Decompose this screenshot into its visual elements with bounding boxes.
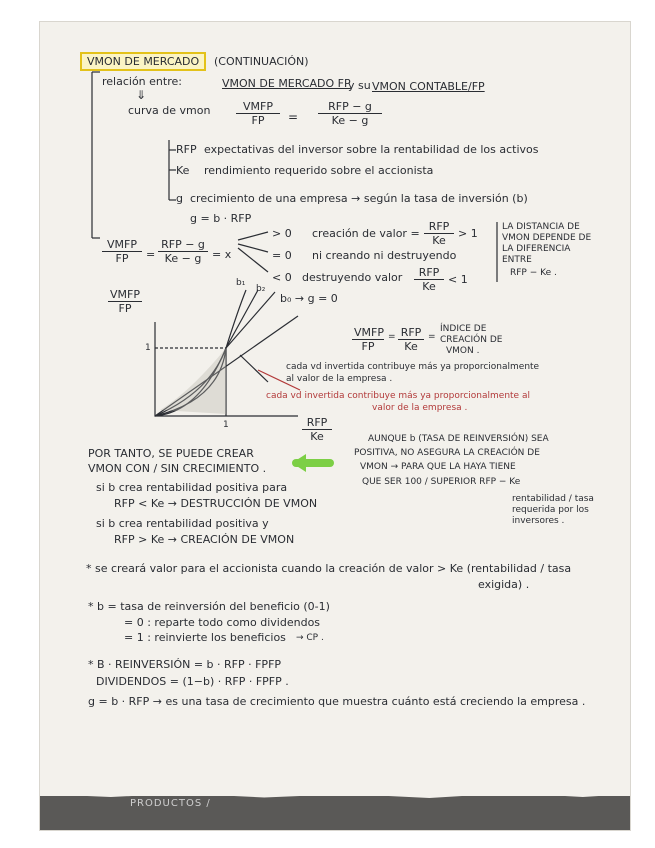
case-positive-fraction: RFP Ke <box>424 220 454 247</box>
right-text-1: AUNQUE b (TASA DE REINVERSIÓN) SEA <box>368 434 549 444</box>
y-su: y su <box>348 79 371 92</box>
def-g-text: crecimiento de una empresa → según la tasa de inversión (b) <box>190 192 528 205</box>
case-positive-text: creación de valor = <box>312 227 420 240</box>
index-eq1: = <box>388 332 396 342</box>
right-note-1: rentabilidad / tasa <box>512 494 594 504</box>
def-rfp-symbol: RFP <box>176 143 197 156</box>
index-text-1: ÍNDICE DE <box>440 324 487 334</box>
vmon-mercado-fp: VMON DE MERCADO FP <box>222 77 351 90</box>
b-def-1: * b = tasa de reinversión del beneficio (0-1) <box>88 600 330 613</box>
case-negative-tail: < 1 <box>448 273 468 286</box>
vmon-contable-fp: VMON CONTABLE/FP <box>372 80 485 93</box>
reinversion-line: * B · REINVERSIÓN = b · RFP · FPFP <box>88 658 282 671</box>
vmfp-fraction: VMFP FP <box>236 100 280 127</box>
g-formula: g = b · RFP <box>190 212 252 225</box>
side-note-2: VMON DEPENDE DE <box>502 233 592 243</box>
right-note-3: inversores . <box>512 516 565 526</box>
cp-note: → CP . <box>296 633 324 643</box>
b-def-2: = 0 : reparte todo como dividendos <box>124 616 321 629</box>
cases-eq2: = x <box>212 248 232 261</box>
right-note-2: requerida por los <box>512 505 589 515</box>
index-rfp-ke-fraction: RFP Ke <box>398 326 424 353</box>
relacion-lead: relación entre: <box>102 75 182 88</box>
case-zero-text: ni creando ni destruyendo <box>312 249 457 262</box>
side-note-4: ENTRE <box>502 255 532 265</box>
rfp-g-fraction: RFP − g Ke − g <box>318 100 382 127</box>
left-case-1b: RFP < Ke → DESTRUCCIÓN DE VMON <box>114 497 318 510</box>
side-note-1: LA DISTANCIA DE <box>502 222 580 232</box>
down-arrow-icon: ⇓ <box>136 88 147 102</box>
def-ke-symbol: Ke <box>176 164 190 177</box>
cases-rfp-g-fraction: RFP − g Ke − g <box>158 238 208 265</box>
dividendos-line: DIVIDENDOS = (1−b) · RFP · FPFP . <box>96 675 289 688</box>
star-note-1: * se creará valor para el accionista cuando la creación de valor > Ke (rentabilidad / tasa <box>86 562 572 575</box>
left-case-2a: si b crea rentabilidad positiva y <box>96 517 269 530</box>
left-case-2b: RFP > Ke → CREACIÓN DE VMON <box>114 533 295 546</box>
case-positive-tail: > 1 <box>458 227 478 240</box>
case-zero-sign: = 0 <box>272 249 292 262</box>
b-def-3: = 1 : reinvierte los beneficios <box>124 631 286 644</box>
index-vmfp-fraction: VMFP FP <box>354 326 384 353</box>
title-paren: (CONTINUACIÓN) <box>214 55 309 68</box>
right-text-2: POSITIVA, NO ASEGURA LA CREACIÓN DE <box>354 448 540 458</box>
next-page-hint: PRODUCTOS / <box>130 798 211 809</box>
left-text-1: POR TANTO, SE PUEDE CREAR <box>88 447 254 460</box>
cases-eq1: = <box>146 248 156 261</box>
left-case-1a: si b crea rentabilidad positiva para <box>96 481 288 494</box>
star-note-2: exigida) . <box>478 578 530 591</box>
page-title: VMON DE MERCADO <box>80 52 206 71</box>
index-eq2: = <box>428 332 436 342</box>
side-note-3: LA DIFERENCIA <box>502 244 571 254</box>
cases-vmfp-fraction: VMFP FP <box>102 238 142 265</box>
graph-x-label: RFP Ke <box>302 416 332 443</box>
note-red-1: cada vd invertida contribuye más ya proporcionalmente al <box>266 391 530 401</box>
def-ke-text: rendimiento requerido sobre el accionista <box>204 164 434 177</box>
index-text-3: VMON . <box>446 346 480 356</box>
graph-x-one: 1 <box>223 420 229 430</box>
note-red-2: valor de la empresa . <box>372 403 468 413</box>
left-text-2: VMON CON / SIN CRECIMIENTO . <box>88 462 267 475</box>
bottom-page-strip <box>40 796 630 830</box>
b2-label: b₂ <box>256 284 266 294</box>
case-positive-sign: > 0 <box>272 227 292 240</box>
index-text-2: CREACIÓN DE <box>440 335 503 345</box>
right-text-4: QUE SER 100 / SUPERIOR RFP − Ke <box>362 477 521 487</box>
g-growth-line: g = b · RFP → es una tasa de crecimiento que muestra cuánto está creciendo la empresa . <box>88 695 586 708</box>
b0-label: b₀ → g = 0 <box>280 292 338 305</box>
b1-label: b₁ <box>236 278 246 288</box>
def-g-symbol: g <box>176 192 183 205</box>
graph-y-one: 1 <box>145 343 151 353</box>
case-negative-sign: < 0 <box>272 271 292 284</box>
case-negative-fraction: RFP Ke <box>414 266 444 293</box>
note-black-1: cada vd invertida contribuye más ya proporcionalmente <box>286 362 540 372</box>
equals-sign: = <box>288 110 299 124</box>
def-rfp-text: expectativas del inversor sobre la rentabilidad de los activos <box>204 143 539 156</box>
case-negative-text: destruyendo valor <box>302 271 403 284</box>
right-text-3: VMON → PARA QUE LA HAYA TIENE <box>360 462 516 472</box>
side-note-5: RFP − Ke . <box>510 268 557 278</box>
graph-y-label: VMFP FP <box>108 288 142 315</box>
note-black-2: al valor de la empresa . <box>286 374 393 384</box>
curva-label: curva de vmon <box>128 104 211 117</box>
